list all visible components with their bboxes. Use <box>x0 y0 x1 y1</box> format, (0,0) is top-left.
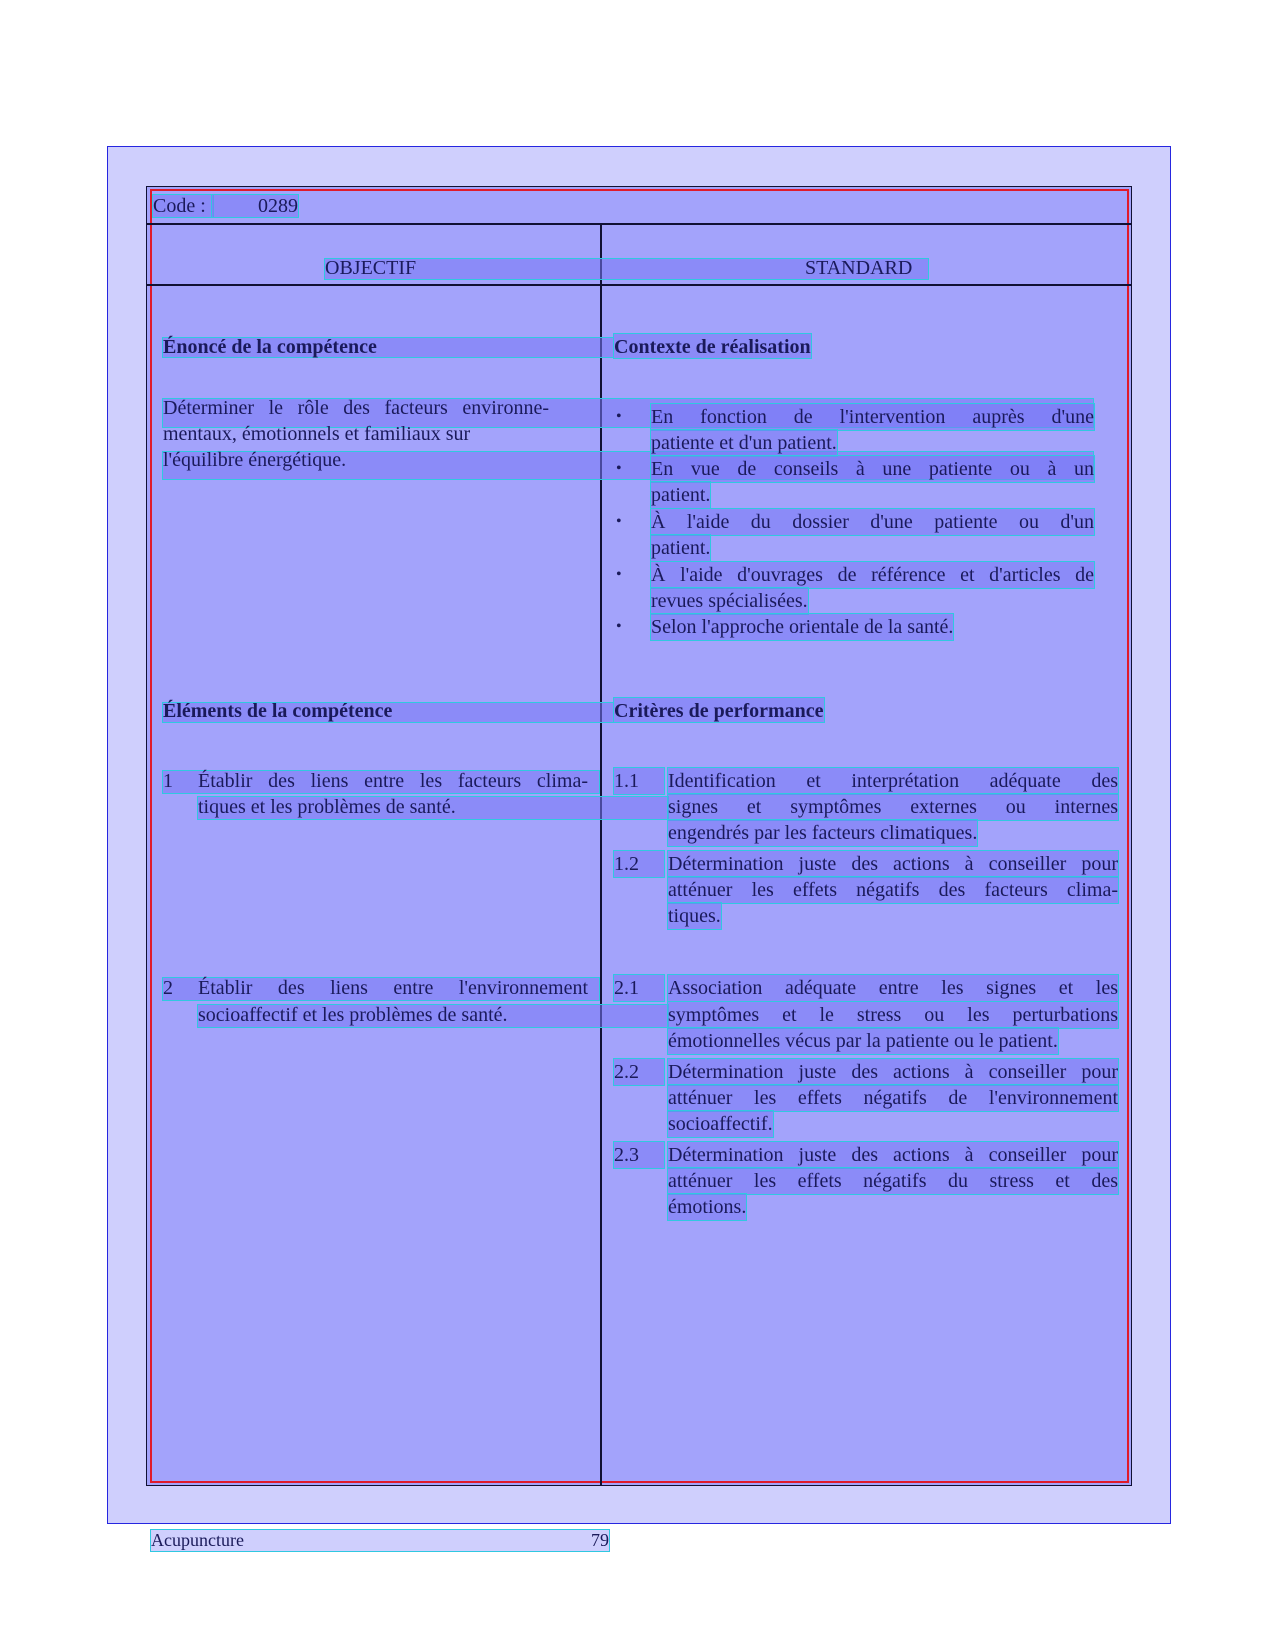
bullet-1-line-2: patiente et d'un patient. <box>651 432 837 454</box>
criterion-2-1-line-1: Association adéquate entre les signes et les <box>668 977 1118 999</box>
criteres-title: Critères de performance <box>614 700 824 722</box>
criterion-2-2-number: 2.2 <box>614 1059 664 1085</box>
enonce-line-3: l'équilibre énergétique. <box>163 449 347 471</box>
criterion-1-1-line-1: Identification et interprétation adéquate des <box>668 770 1118 792</box>
enonce-title: Énoncé de la compétence <box>163 336 377 358</box>
criterion-1-1-line-2: signes et symptômes externes ou internes <box>668 796 1118 818</box>
criterion-1-2-line-1: Détermination juste des actions à conseiller pour <box>668 853 1118 875</box>
footer-page-number: 79 <box>591 1530 609 1550</box>
criterion-1-1-number: 1.1 <box>614 768 664 794</box>
criterion-1-2-line-2: atténuer les effets négatifs des facteurs clima- <box>668 879 1118 901</box>
footer-title: Acupuncture <box>151 1530 244 1550</box>
header-standard: STANDARD <box>805 257 913 279</box>
bullet-2-line-1: En vue de conseils à une patiente ou à un <box>651 458 1094 480</box>
element-1-line-2: tiques et les problèmes de santé. <box>198 796 456 818</box>
bullet-mark: • <box>616 460 622 477</box>
criterion-2-1-line-3: émotionnelles vécus par la patiente ou le patient. <box>668 1030 1058 1052</box>
bullet-mark: • <box>616 513 622 530</box>
element-2-line-1: Établir des liens entre l'environnement <box>198 977 588 999</box>
bullet-4-line-2: revues spécialisées. <box>651 590 808 612</box>
criterion-2-2-line-3: socioaffectif. <box>668 1113 773 1135</box>
element-1-number: 1 <box>163 770 173 792</box>
bullet-1-line-1: En fonction de l'intervention auprès d'une <box>651 406 1094 428</box>
header-divider-top <box>146 223 1132 225</box>
bullet-3-line-1: À l'aide du dossier d'une patiente ou d'un <box>651 511 1094 533</box>
bullet-5-line-1: Selon l'approche orientale de la santé. <box>651 616 954 638</box>
criterion-2-3-line-2: atténuer les effets négatifs du stress et des <box>668 1170 1118 1192</box>
bullet-mark: • <box>616 566 622 583</box>
element-1-line-1: Établir des liens entre les facteurs clima- <box>198 770 588 792</box>
element-2-line-2: socioaffectif et les problèmes de santé. <box>198 1004 508 1026</box>
criterion-2-3-line-1: Détermination juste des actions à conseiller pour <box>668 1144 1118 1166</box>
page-footer <box>151 1530 609 1551</box>
element-2-number: 2 <box>163 977 173 999</box>
header-objectif: OBJECTIF <box>325 257 417 279</box>
code-label: Code : <box>153 195 213 217</box>
criterion-1-2-number: 1.2 <box>614 851 664 877</box>
enonce-line-1: Déterminer le rôle des facteurs environne- <box>163 397 549 419</box>
bullet-mark: • <box>616 618 622 635</box>
criterion-2-1-line-2: symptômes et le stress ou les perturbations <box>668 1004 1118 1026</box>
criterion-2-2-line-1: Détermination juste des actions à conseiller pour <box>668 1061 1118 1083</box>
competence-table <box>146 186 1132 1486</box>
enonce-line-2: mentaux, émotionnels et familiaux sur <box>163 423 471 445</box>
criterion-1-2-line-3: tiques. <box>668 905 721 927</box>
contexte-title: Contexte de réalisation <box>614 336 811 358</box>
criterion-2-2-line-2: atténuer les effets négatifs de l'environnement <box>668 1087 1118 1109</box>
bullet-mark: • <box>616 408 622 425</box>
elements-title: Éléments de la compétence <box>163 700 393 722</box>
criterion-2-1-number: 2.1 <box>614 975 664 1001</box>
header-divider-bottom <box>146 284 1132 286</box>
criterion-1-1-line-3: engendrés par les facteurs climatiques. <box>668 822 978 844</box>
criterion-2-3-line-3: émotions. <box>668 1196 747 1218</box>
code-value: 0289 <box>212 195 298 217</box>
bullet-2-line-2: patient. <box>651 484 711 506</box>
criterion-2-3-number: 2.3 <box>614 1142 664 1168</box>
bullet-4-line-1: À l'aide d'ouvrages de référence et d'articles de <box>651 564 1094 586</box>
bullet-3-line-2: patient. <box>651 537 711 559</box>
